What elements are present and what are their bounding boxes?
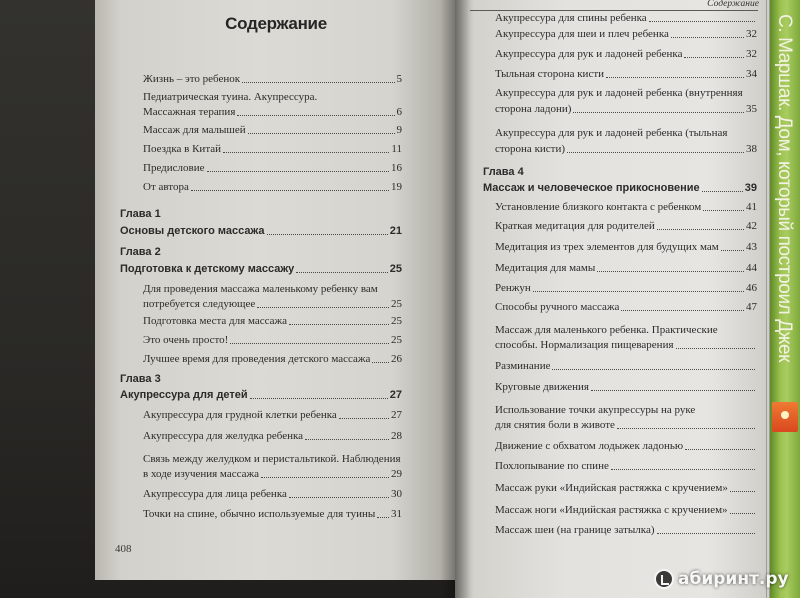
spine-title: С. Маршак. Дом, который построил Джек — [774, 14, 795, 363]
toc-entry — [143, 429, 402, 443]
toc-entry-title: Движение с обхватом лодыжек ладонью — [495, 440, 684, 452]
toc-entry — [143, 487, 402, 501]
toc-entry-page: 9 — [396, 124, 402, 136]
toc-entry-title: Акупрессура для грудной клетки ребенка — [143, 409, 337, 421]
toc-entry-title: Круговые движения — [495, 381, 589, 393]
dot-leader — [702, 191, 743, 192]
watermark — [654, 566, 789, 592]
dot-leader — [372, 362, 389, 363]
toc-entry-page: 47 — [746, 301, 757, 313]
toc-entry-page: 42 — [746, 220, 757, 232]
toc-entry — [495, 47, 757, 61]
dot-leader — [597, 271, 744, 272]
toc-entry-page: 11 — [391, 143, 402, 155]
toc-entry-line: Акупрессура для рук и ладоней ребенка (тыльная — [495, 127, 728, 139]
toc-entry-title: Медитация из трех элементов для будущих мам — [495, 241, 719, 253]
dot-leader — [552, 369, 755, 370]
toc-entry-page: 27 — [391, 409, 402, 421]
dot-leader — [223, 152, 389, 153]
toc-entry — [143, 161, 402, 175]
toc-entry-page: 5 — [396, 73, 402, 85]
toc-entry-line: Массаж для маленького ребенка. Практические — [495, 324, 718, 336]
dot-leader — [248, 133, 395, 134]
dot-leader — [305, 439, 389, 440]
dot-leader — [289, 324, 389, 325]
toc-entry — [143, 352, 402, 366]
toc-entry — [495, 359, 757, 373]
toc-entry-page: 38 — [746, 143, 757, 155]
toc-entry-title: Массаж для малышей — [143, 124, 246, 136]
toc-entry-title: Лучшее время для проведения детского массажа — [143, 353, 371, 365]
dot-leader — [703, 210, 744, 211]
toc-entry — [495, 219, 757, 233]
toc-entry — [495, 418, 757, 432]
toc-entry — [495, 380, 757, 394]
page-number: 408 — [115, 543, 132, 555]
toc-entry — [495, 11, 757, 25]
toc-entry — [495, 67, 757, 81]
toc-entry — [495, 300, 757, 314]
chapter-title: Подготовка к детскому массажу — [120, 263, 295, 275]
toc-entry-title: Жизнь – это ребенок — [143, 73, 241, 85]
toc-entry-title: От автора — [143, 181, 189, 193]
toc-entry-title: Массаж ноги «Индийская растяжка с кручением» — [495, 504, 728, 516]
toc-entry-line: Акупрессура для рук и ладоней ребенка (внутренняя — [495, 87, 743, 99]
toc-entry-title: Разминание — [495, 360, 551, 372]
toc-entry-page: 28 — [391, 430, 402, 442]
dot-leader — [591, 390, 755, 391]
toc-entry-title: Установление близкого контакта с ребенком — [495, 201, 702, 213]
toc-entry-title: Акупрессура для рук и ладоней ребенка — [495, 48, 683, 60]
toc-entry-page: 30 — [391, 488, 402, 500]
toc-entry-page: 44 — [746, 262, 757, 274]
toc-entry-title: Акупрессура для спины ребенка — [495, 12, 647, 24]
toc-entry-title: в ходе изучения массажа — [143, 468, 259, 480]
toc-entry — [143, 314, 402, 328]
toc-entry-title: Тыльная сторона кисти — [495, 68, 605, 80]
toc-entry — [143, 72, 402, 86]
chapter-title: Акупрессура для детей — [120, 389, 248, 401]
toc-entry — [495, 439, 757, 453]
toc-entry — [143, 105, 402, 119]
toc-title: Содержание — [225, 14, 327, 33]
toc-entry — [495, 459, 757, 473]
toc-entry-line: Педиатрическая туина. Акупрессура. — [143, 91, 318, 103]
dot-leader — [606, 77, 744, 78]
toc-entry-page: 34 — [746, 68, 757, 80]
chapter-entry — [483, 181, 757, 195]
toc-entry — [495, 27, 757, 41]
toc-entry-page: 25 — [391, 298, 402, 310]
toc-entry-page: 32 — [746, 48, 757, 60]
toc-entry-title: Похлопывание по спине — [495, 460, 609, 472]
toc-entry-page: 41 — [746, 201, 757, 213]
dot-leader — [289, 497, 389, 498]
toc-entry-title: потребуется следующее — [143, 298, 256, 310]
toc-entry-title: Акупрессура для желудка ребенка — [143, 430, 304, 442]
dot-leader — [377, 517, 389, 518]
toc-entry-title: сторона ладони) — [495, 103, 572, 115]
dot-leader — [230, 343, 389, 344]
toc-entry-page: 25 — [391, 334, 402, 346]
dot-leader — [611, 469, 755, 470]
toc-entry — [143, 507, 402, 521]
dot-leader — [676, 348, 755, 349]
dot-leader — [339, 418, 389, 419]
toc-entry-title: Массажная терапия — [143, 106, 236, 118]
toc-entry-title: Медитация для мамы — [495, 262, 596, 274]
dot-leader — [721, 250, 744, 251]
right-page — [455, 0, 773, 598]
toc-entry — [495, 503, 757, 517]
toc-entry-line: Для проведения массажа маленькому ребенку вам — [143, 283, 378, 295]
dot-leader — [649, 21, 755, 22]
chapter-title: Основы детского массажа — [120, 225, 265, 237]
toc-entry-page: 31 — [391, 508, 402, 520]
toc-entry-title: Акупрессура для лица ребенка — [143, 488, 287, 500]
toc-entry — [143, 180, 402, 194]
toc-entry-page: 21 — [389, 225, 402, 237]
toc-entry-page: 25 — [391, 315, 402, 327]
toc-entry-line: Использование точки акупрессуры на руке — [495, 404, 696, 416]
toc-entry — [495, 481, 757, 495]
chapter-label: Глава 1 — [120, 208, 161, 220]
toc-entry-title: Массаж шеи (на границе затылка) — [495, 524, 655, 536]
toc-entry — [143, 142, 402, 156]
dot-leader — [657, 229, 744, 230]
dot-leader — [685, 449, 755, 450]
dot-leader — [257, 307, 389, 308]
chapter-entry — [120, 224, 402, 238]
toc-entry-page: 32 — [746, 28, 757, 40]
dot-leader — [573, 112, 744, 113]
running-head: Содержание — [707, 0, 759, 9]
toc-entry-page: 25 — [389, 263, 402, 275]
dot-leader — [261, 477, 389, 478]
toc-entry — [495, 142, 757, 156]
dot-leader — [533, 291, 744, 292]
dot-leader — [567, 152, 744, 153]
toc-entry-title: Это очень просто! — [143, 334, 229, 346]
book-spine — [770, 0, 800, 598]
publisher-logo-dot — [781, 411, 789, 419]
toc-entry-title: Подготовка места для массажа — [143, 315, 287, 327]
toc-entry-title: Акупрессура для шеи и плеч ребенка — [495, 28, 669, 40]
chapter-label: Глава 3 — [120, 373, 161, 385]
dot-leader — [617, 428, 755, 429]
toc-entry-page: 43 — [746, 241, 757, 253]
watermark-text: абиринт.ру — [678, 569, 789, 589]
toc-entry-page: 39 — [744, 182, 757, 194]
chapter-label: Глава 2 — [120, 246, 161, 258]
toc-entry-title: Поездка в Китай — [143, 143, 222, 155]
toc-entry-page: 26 — [391, 353, 402, 365]
dot-leader — [730, 491, 755, 492]
toc-entry — [143, 333, 402, 347]
toc-entry-title: Точки на спине, обычно используемые для туины — [143, 508, 376, 520]
labirint-logo-icon — [654, 569, 674, 589]
toc-entry — [495, 523, 757, 537]
toc-entry — [143, 297, 402, 311]
dot-leader — [730, 513, 755, 514]
left-page — [95, 0, 457, 580]
toc-entry — [143, 123, 402, 137]
toc-entry-page: 6 — [396, 106, 402, 118]
dot-leader — [191, 190, 389, 191]
toc-entry — [495, 240, 757, 254]
dot-leader — [621, 310, 744, 311]
toc-entry-title: Ренжун — [495, 282, 531, 294]
dot-leader — [237, 115, 394, 116]
publisher-logo-icon — [772, 402, 798, 432]
chapter-entry — [120, 388, 402, 402]
toc-entry — [495, 338, 757, 352]
toc-entry-title: для снятия боли в животе — [495, 419, 615, 431]
toc-entry — [143, 467, 402, 481]
toc-entry-line: Связь между желудком и перистальтикой. Наблюдения — [143, 453, 401, 465]
toc-entry-title: Предисловие — [143, 162, 205, 174]
toc-entry — [495, 102, 757, 116]
toc-entry-page: 46 — [746, 282, 757, 294]
toc-entry-title: сторона кисти) — [495, 143, 566, 155]
dot-leader — [684, 57, 744, 58]
toc-entry-page: 19 — [391, 181, 402, 193]
dot-leader — [657, 533, 755, 534]
toc-entry-title: Способы ручного массажа — [495, 301, 620, 313]
chapter-label: Глава 4 — [483, 166, 524, 178]
toc-entry — [495, 281, 757, 295]
toc-entry-page: 35 — [746, 103, 757, 115]
toc-entry — [143, 408, 402, 422]
toc-entry-page: 29 — [391, 468, 402, 480]
dot-leader — [267, 234, 388, 235]
dot-leader — [250, 398, 388, 399]
chapter-entry — [120, 262, 402, 276]
dot-leader — [207, 171, 390, 172]
toc-entry-title: Массаж руки «Индийская растяжка с кручением» — [495, 482, 728, 494]
toc-entry — [495, 200, 757, 214]
book-gutter-shadow — [440, 0, 470, 598]
toc-entry-page: 16 — [391, 162, 402, 174]
toc-entry-title: способы. Нормализация пищеварения — [495, 339, 674, 351]
dot-leader — [671, 37, 744, 38]
dot-leader — [242, 82, 394, 83]
toc-entry-title: Краткая медитация для родителей — [495, 220, 655, 232]
chapter-title: Массаж и человеческое прикосновение — [483, 182, 700, 194]
toc-entry-page: 27 — [389, 389, 402, 401]
dot-leader — [296, 272, 388, 273]
toc-entry — [495, 261, 757, 275]
